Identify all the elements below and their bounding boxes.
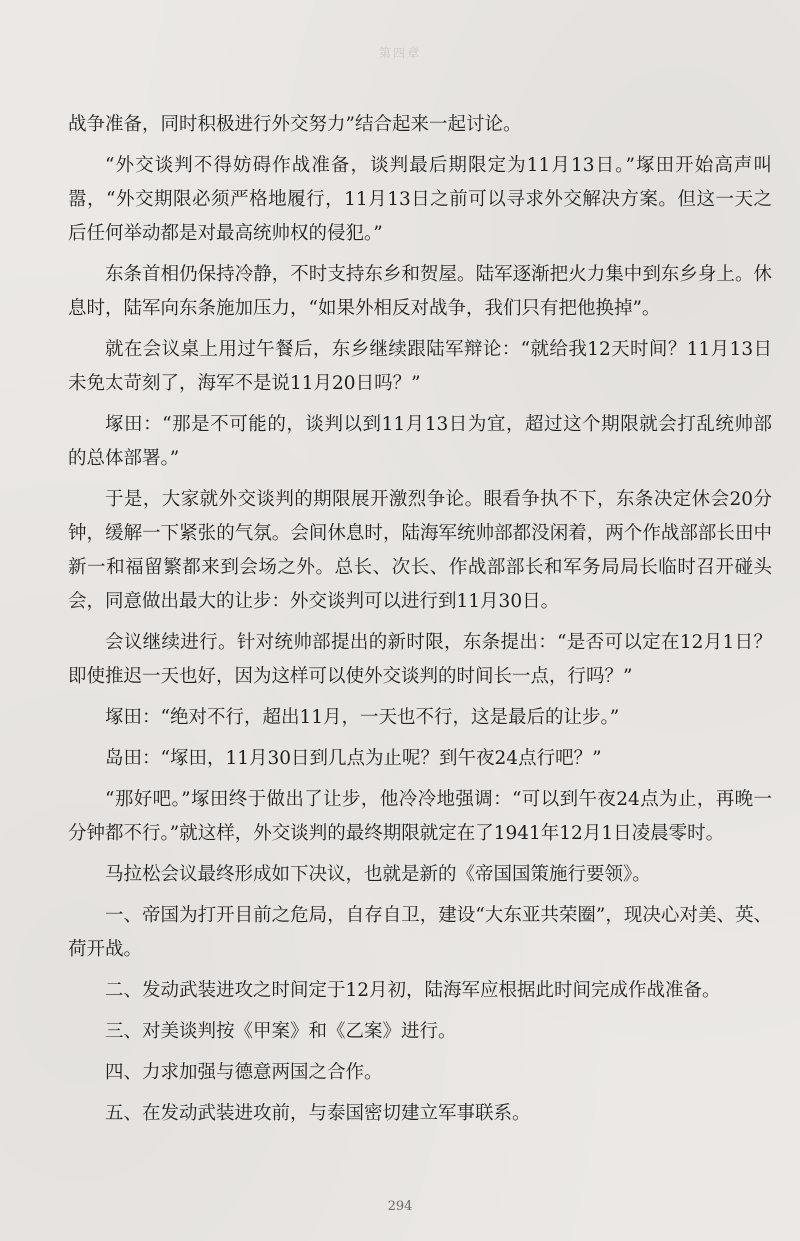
- paragraph: 一、帝国为打开目前之危局，自存自卫，建设“大东亚共荣圈”，现决心对美、英、荷开战。: [68, 905, 772, 960]
- paragraph: 东条首相仍保持冷静，不时支持东乡和贺屋。陆军逐渐把火力集中到东乡身上。休息时，陆军向东条施加压力，“如果外相反对战争，我们只有把他换掉”。: [68, 264, 772, 319]
- paragraph: 五、在发动武装进攻前，与泰国密切建立军事联系。: [105, 1103, 531, 1124]
- running-head: 第四章: [378, 46, 421, 60]
- paragraph: 三、对美谈判按《甲案》和《乙案》进行。: [105, 1021, 457, 1042]
- paragraph: 马拉松会议最终形成如下决议，也就是新的《帝国国策施行要领》。: [105, 864, 651, 885]
- paragraph: 塚田：“那是不可能的，谈判以到11月13日为宜，超过这个期限就会打乱统帅部的总体部署。”: [68, 414, 772, 469]
- paragraph: 战争准备，同时积极进行外交努力”结合起来一起讨论。: [68, 114, 522, 135]
- paragraph: 塚田：“绝对不行，超出11月，一天也不行，这是最后的让步。”: [105, 707, 620, 728]
- paragraph: 四、力求加强与德意两国之合作。: [105, 1062, 383, 1083]
- paragraph: 于是，大家就外交谈判的期限展开激烈争论。眼看争执不下，东条决定休会20分钟，缓解一下紧张的气氛。会间休息时，陆海军统帅部都没闲着，两个作战部部长田中新一和福留繁都来到会场之外。总长、次长、作战部部长和军务局局长临时召开碰头会，同意做出最大的让步：外交谈判可以进行到11月30日。: [68, 489, 772, 612]
- paragraph: “那好吧。”塚田终于做出了让步，他冷冷地强调：“可以到午夜24点为止，再晚一分钟都不行。”就这样，外交谈判的最终期限就定在了1941年12月1日凌晨零时。: [68, 789, 772, 844]
- paragraph: 二、发动武装进攻之时间定于12月初，陆海军应根据此时间完成作战准备。: [105, 980, 721, 1001]
- paragraph: 会议继续进行。针对统帅部提出的新时限，东条提出：“是否可以定在12月1日？即使推迟一天也好，因为这样可以使外交谈判的时间长一点，行吗？”: [68, 632, 772, 687]
- paragraph: “外交谈判不得妨碍作战准备，谈判最后期限定为11月13日。”塚田开始高声叫嚣，“外交期限必须严格地履行，11月13日之前可以寻求外交解决方案。但这一天之后任何举动都是对最高统帅权的侵犯。”: [68, 155, 772, 244]
- body-text: [68, 108, 772, 1138]
- paragraph: 岛田：“塚田，11月30日到几点为止呢？到午夜24点行吧？”: [105, 748, 602, 769]
- paragraph: 就在会议桌上用过午餐后，东乡继续跟陆军辩论：“就给我12天时间？11月13日未免太苛刻了，海军不是说11月20日吗？”: [68, 339, 772, 394]
- page-number: 294: [387, 1199, 413, 1214]
